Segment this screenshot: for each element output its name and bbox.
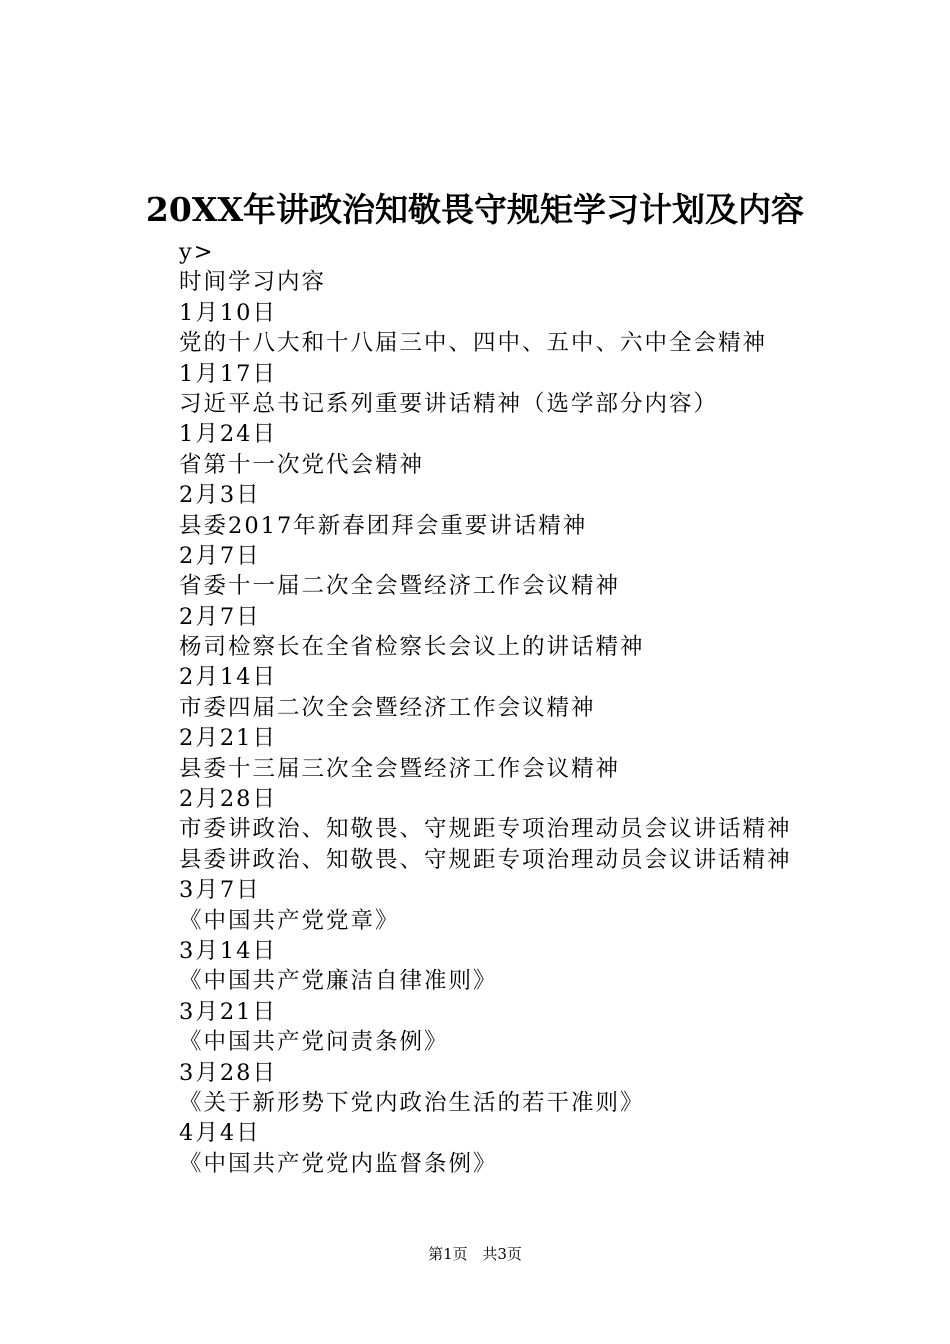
document-line: 《中国共产党廉洁自律准则》 [179,968,498,995]
document-line: y> [179,239,215,265]
document-line: 1月24日 [179,421,277,448]
document-line: 市委讲政治、知敬畏、守规距专项治理动员会议讲话精神 [179,816,792,843]
document-line: 杨司检察长在全省检察长会议上的讲话精神 [179,634,645,661]
document-body [179,237,879,1179]
document-line: 市委四届二次全会暨经济工作会议精神 [179,694,596,721]
document-line: 《关于新形势下党内政治生活的若干准则》 [179,1089,645,1116]
document-line: 县委2017年新春团拜会重要讲话精神 [179,512,588,539]
document-line: 省委十一届二次全会暨经济工作会议精神 [179,573,621,600]
document-line: 2月7日 [179,542,261,569]
document-line: 县委讲政治、知敬畏、守规距专项治理动员会议讲话精神 [179,846,792,873]
page-number: 第1页 [428,1245,468,1263]
document-line: 《中国共产党党章》 [179,907,400,934]
document-line: 省第十一次党代会精神 [179,451,425,478]
document-line: 时间学习内容 [179,269,327,296]
document-line: 2月21日 [179,725,277,752]
page-total: 共3页 [482,1245,522,1263]
document-line: 《中国共产党党内监督条例》 [179,1150,498,1177]
document-line: 3月21日 [179,998,277,1025]
document-line: 1月17日 [179,360,277,387]
document-line: 习近平总书记系列重要讲话精神（选学部分内容） [179,390,719,417]
document-title: 20XX年讲政治知敬畏守规矩学习计划及内容 [145,190,805,229]
page-footer [0,1243,950,1265]
document-line: 1月10日 [179,299,277,326]
document-line: 党的十八大和十八届三中、四中、五中、六中全会精神 [179,330,768,357]
document-line: 2月14日 [179,664,277,691]
document-line: 县委十三届三次全会暨经济工作会议精神 [179,755,621,782]
document-line: 4月4日 [179,1120,261,1147]
document-line: 3月28日 [179,1059,277,1086]
document-line: 2月28日 [179,786,277,813]
document-line: 2月3日 [179,482,261,509]
document-line: 《中国共产党问责条例》 [179,1029,449,1056]
document-line: 2月7日 [179,603,261,630]
document-line: 3月7日 [179,877,261,904]
document-line: 3月14日 [179,937,277,964]
